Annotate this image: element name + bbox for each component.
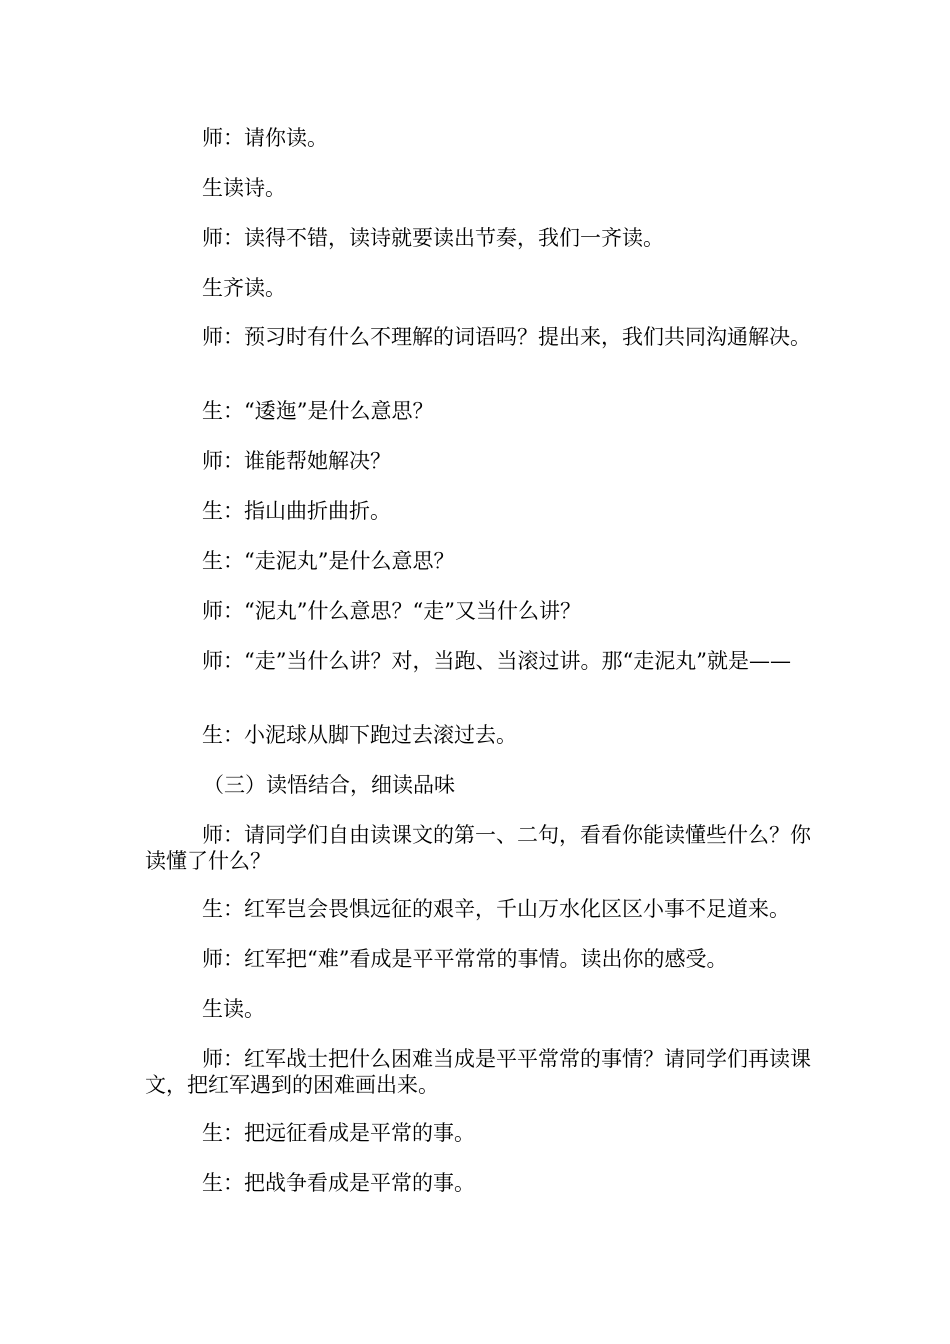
paragraph-teacher-7: 师：请同学们自由读课文的第一、二句，看看你能读懂些什么？你读懂了什么？ (145, 823, 811, 873)
paragraph-teacher-8: 师：红军把“难”看成是平平常常的事情。读出你的感受。 (202, 947, 728, 971)
paragraph-student-5: 生：“走泥丸”是什么意思？ (202, 549, 455, 573)
paragraph-student-6: 生：小泥球从脚下跑过去滚过去。 (202, 723, 517, 747)
paragraph-student-2: 生齐读。 (202, 276, 286, 300)
paragraph-teacher-9: 师：红军战士把什么困难当成是平平常常的事情？请同学们再读课文，把红军遇到的困难画出来。 (145, 1047, 811, 1097)
paragraph-student-7: 生：红军岂会畏惧远征的艰辛，千山万水化区区小事不足道来。 (202, 897, 790, 921)
paragraph-student-9: 生：把远征看成是平常的事。 (202, 1121, 475, 1145)
paragraph-teacher-5: 师：“泥丸”什么意思？“走”又当什么讲？ (202, 599, 581, 623)
paragraph-student-3: 生：“逶迤”是什么意思？ (202, 399, 434, 423)
paragraph-teacher-1: 师：请你读。 (202, 126, 328, 150)
paragraph-teacher-2: 师：读得不错，读诗就要读出节奏，我们一齐读。 (202, 226, 664, 250)
paragraph-teacher-4: 师：谁能帮她解决？ (202, 449, 391, 473)
paragraph-teacher-6: 师：“走”当什么讲？对，当跑、当滚过讲。那“走泥丸”就是—— (202, 649, 791, 673)
section-heading: （三）读悟结合，细读品味 (203, 773, 455, 797)
paragraph-student-10: 生：把战争看成是平常的事。 (202, 1171, 475, 1195)
paragraph-student-4: 生：指山曲折曲折。 (202, 499, 391, 523)
paragraph-student-1: 生读诗。 (202, 176, 286, 200)
paragraph-student-8: 生读。 (202, 997, 265, 1021)
paragraph-teacher-3: 师：预习时有什么不理解的词语吗？提出来，我们共同沟通解决。 (202, 325, 811, 349)
